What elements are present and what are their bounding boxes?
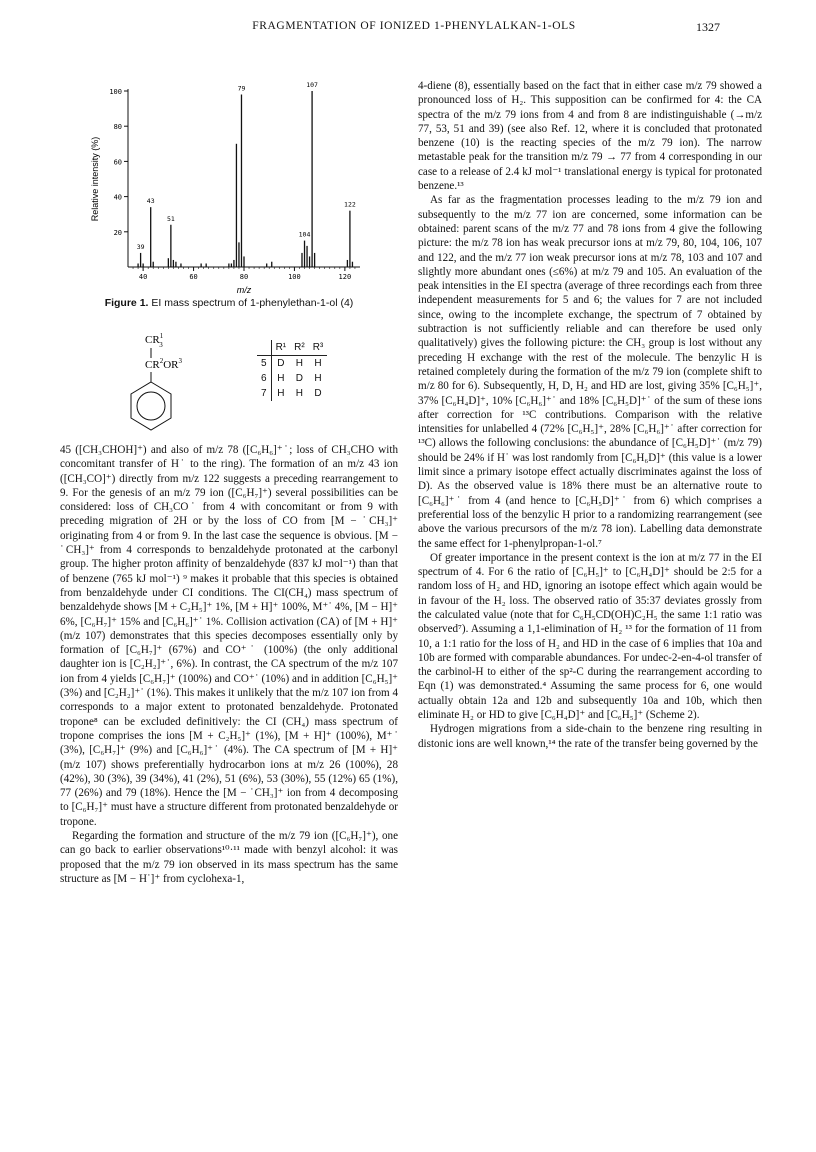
peak-label: 122 <box>344 200 356 209</box>
table-cell: D <box>314 388 322 399</box>
x-tick-label: 100 <box>288 273 301 281</box>
x-tick-label: 40 <box>138 273 148 281</box>
left-column <box>60 443 398 886</box>
table-row <box>257 356 327 372</box>
x-axis-title: m/z <box>236 285 252 294</box>
figure-1 <box>60 79 398 319</box>
y-tick-label: 100 <box>109 88 122 96</box>
paragraph: Of greater importance in the present context is the ion at m/z 77 in the EI spectrum of 4. For 6 the ratio of [C₆H₅]⁺ to [C₆H₄D]⁺ should be 2:5 for a random loss of H₂ and HD, ignoring an isotope effect which again would be in favour of the H₂ loss. The observed ratio of 35:37 deviates grossly from the calculated value (note that for C₆H₅CD(OH)C₂H₅ the same 1:1 ratio was observed⁷). Assuming a 1,1-elimination of H₂ ¹³ for the formation of 11 from 10, a 1:1 ratio for the loss of H₂ and HD in the case of 6 implies that 10a and 10b are formed with comparable abundances. For undec-2-en-4-ol transfer of the carbinol-H to either of the sp²-C during the rearrangement according to Eqn (1) was demonstrated.⁴ Assuming the same process for 6, one would actually obtain 12a and 12b and subsequently 10a and 10b, which then eliminate H₂ or HD to give [C₆H₄D]⁺ and [C₆H₅]⁺ (Scheme 2). <box>418 551 762 722</box>
y-tick-label: 40 <box>113 193 122 202</box>
table-row <box>257 371 327 386</box>
figure-caption-text: EI mass spectrum of 1-phenylethan-1-ol (4) <box>148 297 354 309</box>
peak-label: 104 <box>298 230 311 239</box>
peak-label: 43 <box>146 197 155 206</box>
paragraph: Hydrogen migrations from a side-chain to the benzene ring resulting in distonic ions are well known,¹⁴ the rate of the transfer being governed by the <box>418 723 762 750</box>
running-header <box>108 20 720 36</box>
table-cell: D <box>277 358 285 369</box>
table-cell: H <box>295 358 304 369</box>
right-column <box>418 79 762 751</box>
table-row <box>257 386 327 401</box>
table-header-cell: R³ <box>309 340 328 356</box>
y-axis-title: Relative intensity (%) <box>90 136 100 222</box>
aromatic-circle <box>137 392 165 420</box>
table-cell: H <box>295 388 304 399</box>
x-tick-label: 60 <box>189 273 198 281</box>
table-cell: 7 <box>257 386 271 401</box>
paragraph: 4-diene (8), essentially based on the fact that in either case m/z 79 showed a pronounced loss of H₂. This supposition can be confirmed for 4: the CA spectra of the m/z 79 ions from 4 and from 8 are indistinguishable (→m/z 77, 53, 51 and 39) (see also Ref. 12, where it is concluded that protonated benzene (10) is the reacting species of the m/z 79 ion). The narrow metastable peak for the transition m/z 79 → 77 from 4 corresponding in our case to a release of 2.4 kJ mol⁻¹ translational energy is typical for protonated benzene.¹³ <box>418 80 762 193</box>
table-cell: D <box>295 373 304 384</box>
peak-label: 51 <box>166 214 175 223</box>
table-header-cell <box>257 340 271 356</box>
page-number: 1327 <box>696 20 720 34</box>
y-tick-label: 80 <box>113 123 122 132</box>
peak-label: 39 <box>136 242 145 251</box>
table-cell: 5 <box>257 356 271 372</box>
x-tick-label: 120 <box>338 273 352 281</box>
table-cell: H <box>277 388 285 399</box>
cr3-label: $CR^1$ 3 <box>145 332 164 349</box>
y-tick-label: 60 <box>113 158 122 167</box>
paragraph: As far as the fragmentation processes leading to the m/z 79 ion and subsequently to the m/z 77 ion are concerned, some information can be obtained: parent scans of the m/z 77 and 78 ions from 4 give the following picture: the m/z 78 ion has weak precursor ions at m/z 79, 80, 104, 106, 107 and 122, and the m/z 77 ion weak precursor ions at m/z 78, 103 and 107 and slightly more abundant ones (≤6%) at m/z 79 and 105. An evaluation of the peak intensities in the EI spectra (average of three recordings each from three independent measurements for 5 and 6; the values for 7 are not included since, owing to the incomplete exchange, the spectrum of 7 obtained by subtraction is not sufficiently reliable and can therefore be used only qualitatively) gives the following picture: the CH₃ group is lost without any preceding H exchange with the rest of the molecule. The benzylic H is retained completely during the formation of the m/z 79 ion (complete shift to m/z 80 for 6). Subsequently, H, D, H₂ and HD are lost, giving 35% [C₆H₅]⁺, 37% [C₆H₄D]⁺, 10% [C₆H₆]⁺˙ and 18% [C₆H₅D]⁺˙ of the sum of these ions after correction for ¹³C contributions. Comparison with the relative intensities for unlabelled 4 (72% [C₆H₅]⁺, 28% [C₆H₆]⁺˙ after correction for ¹³C) allows the following conclusions: the abundance of [C₆H₅D]⁺˙ (m/z 79) should be 24% if H˙ was lost randomly from [C₆H₆D]⁺ (this value is a lower limit since a primary isotope effect actually discriminates against the loss of D). As the observed value is 18% there must be an alternative route to [C₆H₆]⁺˙ from 4 (and hence to [C₆H₅D]⁺˙ from 6) which comprises a preferential loss of the benzylic H prior to a randomizing rearrangement (see above the various precursors of the m/z 78 ion). Labelling data demonstrate the same effect for 1-phenylpropan-1-ol.⁷ <box>418 194 762 550</box>
table-cell: H <box>314 373 322 384</box>
figure-caption-label: Figure 1. <box>104 297 149 309</box>
table-header-cell: R² <box>290 340 309 356</box>
peak-label: 79 <box>237 84 246 93</box>
running-title: FRAGMENTATION OF IONIZED 1-PHENYLALKAN-1-OLS <box>252 20 576 32</box>
y-tick-label: 20 <box>113 228 122 237</box>
paragraph: Regarding the formation and structure of the m/z 79 ion ([C₆H₇]⁺), one can go back to earlier observations¹⁰·¹¹ made with benzyl alcohol: it was proposed that the m/z 79 ion observed in its mass spectrum has the same structure as [M − H˙]⁺ from cyclohexa-1, <box>60 830 398 885</box>
table-cell: H <box>277 373 285 384</box>
table-header-row <box>257 340 327 356</box>
table-header-cell: R¹ <box>271 340 290 356</box>
benzene-structure-diagram <box>115 330 235 438</box>
figure-caption <box>60 297 398 309</box>
mass-spectrum-chart <box>60 79 398 294</box>
substituent-table <box>257 340 327 401</box>
cr2or3-label: $CR^2OR^3$ <box>145 357 182 371</box>
table-cell: H <box>314 358 322 369</box>
table-cell: 6 <box>257 371 271 386</box>
x-tick-label: 80 <box>239 273 249 281</box>
peak-label: 107 <box>306 81 318 89</box>
paragraph: 45 ([CH₃CHOH]⁺) and also of m/z 78 ([C₆H₆]⁺˙; loss of CH₃CHO with concomitant transfer of H˙ to the ring). The formation of an m/z 43 ion ([CH₃CO]⁺) directly from m/z 122 suggests a preceding rearrangement to 9. For the genesis of an m/z 79 ion ([C₆H₇]⁺) several possibilities can be considered: loss of CH₃CO˙ from 4 with concomitant or from 9 with preceding migration of 2H or by the loss of CO from [M − ˙CH₃]⁺ originating from 4 or from 9. In the last case the sequence is obvious. [M − ˙CH₃]⁺ from 4 corresponds to benzaldehyde protonated at the carbonyl group. The higher proton affinity of benzaldehyde (837 kJ mol⁻¹) than that of benzene (765 kJ mol⁻¹) ⁹ makes it probable that this species is obtained from benzaldehyde under CI conditions. The CI(CH₄) mass spectrum of benzaldehyde shows [M + C₂H₅]⁺ 1%, [M + H]⁺ 100%, M⁺˙ 4%, [M − H]⁺ 6%, [C₆H₇]⁺ 15% and [C₆H₆]⁺˙ 1%. Collision activation (CA) of [M + H]⁺ (m/z 107) demonstrates that this species decomposes essentially only by formation of [C₆H₇]⁺ (67%) and CO⁺˙ (100%) (the only additional daughter ion is [C₂H₂]⁺˙, 6%). In contrast, the CA spectrum of the m/z 107 ion from 4 yields [C₆H₇]⁺ (100%) and CO⁺˙ (10%) and in addition [C₆H₅]⁺ (3%) and [C₂H₂]⁺˙ (1%). This makes it unlikely that the m/z 107 ion from 4 corresponds to a major extent to protonated benzaldehyde. Protonated tropone⁸ can be excluded definitively: the CI (CH₄) mass spectrum of tropone comprises the ions [M + C₂H₅]⁺ (1%), [M + H]⁺ (100%), M⁺˙ (3%), [C₆H₇]⁺ (9%) and [C₆H₆]⁺˙ (4%). The CA spectrum of [M + H]⁺ (m/z 107) shows preferentially hydrocarbon ions at m/z 26 (100%), 28 (42%), 30 (3%), 39 (34%), 41 (2%), 51 (6%), 53 (30%), 55 (12%) 65 (1%), 77 (26%) and 79 (18%). Hence the [M − ˙CH₃]⁺ ion from 4 decomposing to [C₆H₇]⁺ must have a structure different from protonated benzaldehyde or tropone. <box>60 444 399 828</box>
chemical-structure-block <box>115 330 385 438</box>
